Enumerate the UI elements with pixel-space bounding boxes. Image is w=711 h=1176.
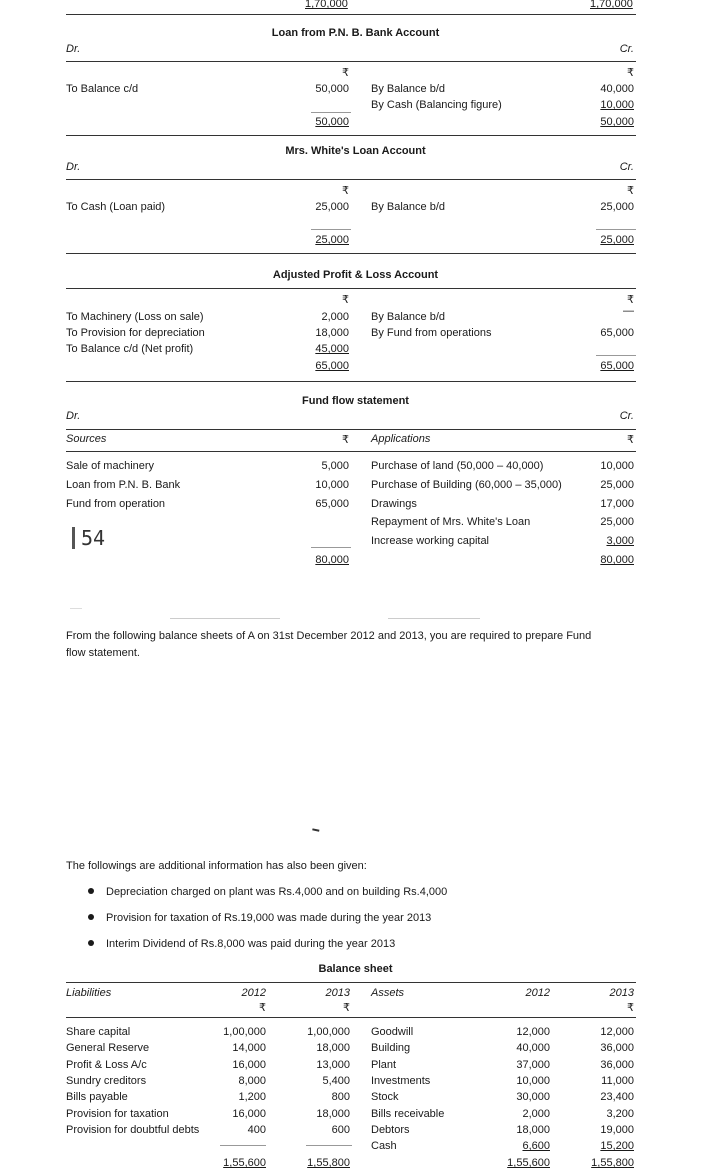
bs-asset-2012: 2,000 [522, 1108, 550, 1120]
rupee-symbol: ₹ [627, 294, 634, 306]
ffs-application-label: Purchase of Building (60,000 – 35,000) [371, 479, 562, 491]
apl-debit-amount: 45,000 [315, 343, 349, 355]
bs-liability-2012: 8,000 [238, 1075, 266, 1087]
apl-credit-label: By Fund from operations [371, 327, 492, 339]
page-number: 54 [72, 527, 105, 549]
bs-liability-2013: 5,400 [322, 1075, 350, 1087]
pnb-credit-label: By Cash (Balancing figure) [371, 99, 502, 111]
rupee-symbol: ₹ [627, 434, 634, 446]
rupee-symbol: ₹ [342, 294, 349, 306]
ffs-source-label: Loan from P.N. B. Bank [66, 479, 181, 491]
bs-asset-label: Investments [371, 1075, 431, 1087]
divider [596, 229, 636, 230]
white-total-right: 25,000 [600, 234, 634, 246]
ffs-source-amount: 5,000 [321, 460, 349, 472]
apl-debit-label: To Machinery (Loss on sale) [66, 311, 204, 323]
bs-asset-2013: 12,000 [600, 1026, 634, 1038]
bs-liability-label: Sundry creditors [66, 1075, 147, 1087]
bs-asset-2012: 37,000 [516, 1059, 550, 1071]
white-credit-label: By Balance b/d [371, 201, 445, 213]
ffs-total-right: 80,000 [600, 554, 634, 566]
bs-liability-label: Share capital [66, 1026, 131, 1038]
bullet-icon [88, 940, 94, 946]
bs-asset-2012: 10,000 [516, 1075, 550, 1087]
divider [66, 179, 636, 180]
pnb-credit-label: By Balance b/d [371, 83, 445, 95]
additional-bullet: Interim Dividend of Rs.8,000 was paid during the year 2013 [88, 938, 395, 950]
pnb-credit-amount: 10,000 [600, 99, 634, 111]
bullet-icon [88, 888, 94, 894]
apl-title: Adjusted Profit & Loss Account [272, 269, 439, 281]
question-line-2: flow statement. [66, 647, 140, 659]
ffs-application-label: Increase working capital [371, 535, 490, 547]
bs-asset-2013: 19,000 [600, 1124, 634, 1136]
white-debit-label: To Cash (Loan paid) [66, 201, 166, 213]
bullet-icon [88, 914, 94, 920]
bs-total-asset-2012: 1,55,600 [507, 1157, 550, 1169]
divider [66, 61, 636, 62]
bs-asset-2013: 11,000 [601, 1075, 634, 1087]
bs-asset-2013: 3,200 [606, 1108, 634, 1120]
bs-liabilities-header: Liabilities [66, 987, 112, 999]
white-cr: Cr. [619, 161, 634, 173]
bs-liability-label: Provision for taxation [66, 1108, 169, 1120]
divider [66, 135, 636, 136]
bs-year-2013: 2013 [609, 987, 634, 999]
bs-total-asset-2013: 1,55,800 [591, 1157, 634, 1169]
pnb-dr: Dr. [66, 43, 81, 55]
pnb-debit-label: To Balance c/d [66, 83, 139, 95]
ffs-application-amount: 25,000 [600, 516, 634, 528]
rupee-symbol: ₹ [627, 185, 634, 197]
pnb-cr: Cr. [619, 43, 634, 55]
bs-liability-2013: 800 [331, 1091, 350, 1103]
bs-assets-header: Assets [371, 987, 405, 999]
bs-asset-2013: 23,400 [600, 1091, 634, 1103]
ffs-source-amount: 65,000 [315, 498, 349, 510]
bs-liability-2012: 1,200 [238, 1091, 266, 1103]
bs-liability-2012: 1,00,000 [223, 1026, 266, 1038]
apl-debit-amount: 18,000 [315, 327, 349, 339]
divider [66, 451, 636, 452]
bs-asset-label: Debtors [371, 1124, 410, 1136]
divider [66, 381, 636, 382]
ffs-applications-header: Applications [371, 433, 431, 445]
divider [70, 608, 82, 609]
ffs-application-amount: 25,000 [600, 479, 634, 491]
bs-asset-label: Stock [371, 1091, 399, 1103]
divider [66, 1017, 636, 1018]
bs-asset-2012: 30,000 [516, 1091, 550, 1103]
bs-liability-2012: 14,000 [232, 1042, 266, 1054]
white-title: Mrs. White's Loan Account [285, 145, 426, 157]
bs-year-2013: 2013 [325, 987, 350, 999]
additional-bullet: Depreciation charged on plant was Rs.4,000 and on building Rs.4,000 [88, 886, 447, 898]
ffs-source-amount: 10,000 [315, 479, 349, 491]
divider [311, 547, 351, 548]
rupee-symbol: ₹ [342, 67, 349, 79]
bs-liability-label: Profit & Loss A/c [66, 1059, 147, 1071]
bs-liability-2013: 18,000 [316, 1108, 350, 1120]
top-total-left: 1,70,000 [305, 0, 348, 10]
apl-credit-amount: 65,000 [600, 327, 634, 339]
divider [66, 288, 636, 289]
ffs-sources-header: Sources [66, 433, 107, 445]
divider [66, 982, 636, 983]
bs-asset-label: Building [371, 1042, 411, 1054]
rupee-symbol: ₹ [342, 185, 349, 197]
bs-liability-2013: 1,00,000 [307, 1026, 350, 1038]
ffs-application-label: Purchase of land (50,000 – 40,000) [371, 460, 544, 472]
rupee-symbol: ₹ [627, 67, 634, 79]
ffs-source-label: Sale of machinery [66, 460, 155, 472]
bs-year-2012: 2012 [241, 987, 266, 999]
apl-debit-amount: 2,000 [321, 311, 349, 323]
bs-liability-2012: 16,000 [232, 1059, 266, 1071]
bs-title: Balance sheet [318, 963, 393, 975]
bs-liability-2013: 18,000 [316, 1042, 350, 1054]
white-debit-amount: 25,000 [315, 201, 349, 213]
bs-asset-2012: 12,000 [516, 1026, 550, 1038]
rupee-symbol: ₹ [259, 1002, 266, 1014]
white-credit-amount: 25,000 [600, 201, 634, 213]
apl-debit-label: To Balance c/d (Net profit) [66, 343, 194, 355]
rupee-symbol: ₹ [343, 1002, 350, 1014]
bs-total-liab-2013: 1,55,800 [307, 1157, 350, 1169]
ffs-application-label: Repayment of Mrs. White's Loan [371, 516, 531, 528]
apl-credit-amount: — [623, 305, 634, 317]
apl-debit-label: To Provision for depreciation [66, 327, 205, 339]
additional-intro: The followings are additional information has also been given: [66, 860, 367, 872]
bs-liability-label: Bills payable [66, 1091, 128, 1103]
rupee-symbol: ₹ [627, 1002, 634, 1014]
pnb-title: Loan from P.N. B. Bank Account [271, 27, 440, 39]
pnb-total-left: 50,000 [315, 116, 349, 128]
bs-liability-label: General Reserve [66, 1042, 150, 1054]
bs-asset-label: Goodwill [371, 1026, 414, 1038]
divider [388, 618, 480, 619]
ffs-source-label: Fund from operation [66, 498, 166, 510]
bs-liability-2013: 600 [331, 1124, 350, 1136]
divider [596, 355, 636, 356]
ffs-application-label: Drawings [371, 498, 417, 510]
divider [311, 229, 351, 230]
white-dr: Dr. [66, 161, 81, 173]
rupee-symbol: ₹ [342, 434, 349, 446]
ffs-dr: Dr. [66, 410, 81, 422]
pnb-credit-amount: 40,000 [600, 83, 634, 95]
bs-liability-2012: 400 [247, 1124, 266, 1136]
divider [66, 253, 636, 254]
ffs-cr: Cr. [619, 410, 634, 422]
bs-asset-2012: 18,000 [516, 1124, 550, 1136]
stray-mark [312, 828, 320, 834]
bs-year-2012: 2012 [525, 987, 550, 999]
apl-total-left: 65,000 [315, 360, 349, 372]
additional-bullet: Provision for taxation of Rs.19,000 was made during the year 2013 [88, 912, 431, 924]
bs-total-liab-2012: 1,55,600 [223, 1157, 266, 1169]
question-line-1: From the following balance sheets of A on 31st December 2012 and 2013, you are required to prepare Fund [66, 630, 592, 642]
pnb-total-right: 50,000 [600, 116, 634, 128]
bs-asset-2012: 40,000 [516, 1042, 550, 1054]
bs-liability-2012: 16,000 [232, 1108, 266, 1120]
divider [66, 429, 636, 430]
ffs-application-amount: 3,000 [606, 535, 634, 547]
ffs-application-amount: 17,000 [600, 498, 634, 510]
bs-asset-label: Plant [371, 1059, 397, 1071]
divider [311, 112, 351, 113]
bs-asset-2013: 15,200 [600, 1140, 634, 1152]
apl-credit-label: By Balance b/d [371, 311, 445, 323]
ffs-total-left: 80,000 [315, 554, 349, 566]
bs-asset-2012: 6,600 [522, 1140, 550, 1152]
divider [170, 618, 280, 619]
white-total-left: 25,000 [315, 234, 349, 246]
top-total-right: 1,70,000 [590, 0, 633, 10]
apl-total-right: 65,000 [600, 360, 634, 372]
divider [220, 1145, 266, 1146]
bs-asset-2013: 36,000 [600, 1042, 634, 1054]
bs-asset-2013: 36,000 [600, 1059, 634, 1071]
divider [306, 1145, 352, 1146]
bs-liability-2013: 13,000 [316, 1059, 350, 1071]
pnb-debit-amount: 50,000 [315, 83, 349, 95]
ffs-title: Fund flow statement [302, 395, 409, 407]
bs-asset-label: Bills receivable [371, 1108, 445, 1120]
divider [66, 14, 636, 15]
bs-liability-label: Provision for doubtful debts [66, 1124, 200, 1136]
bs-asset-label: Cash [371, 1140, 397, 1152]
ffs-application-amount: 10,000 [600, 460, 634, 472]
